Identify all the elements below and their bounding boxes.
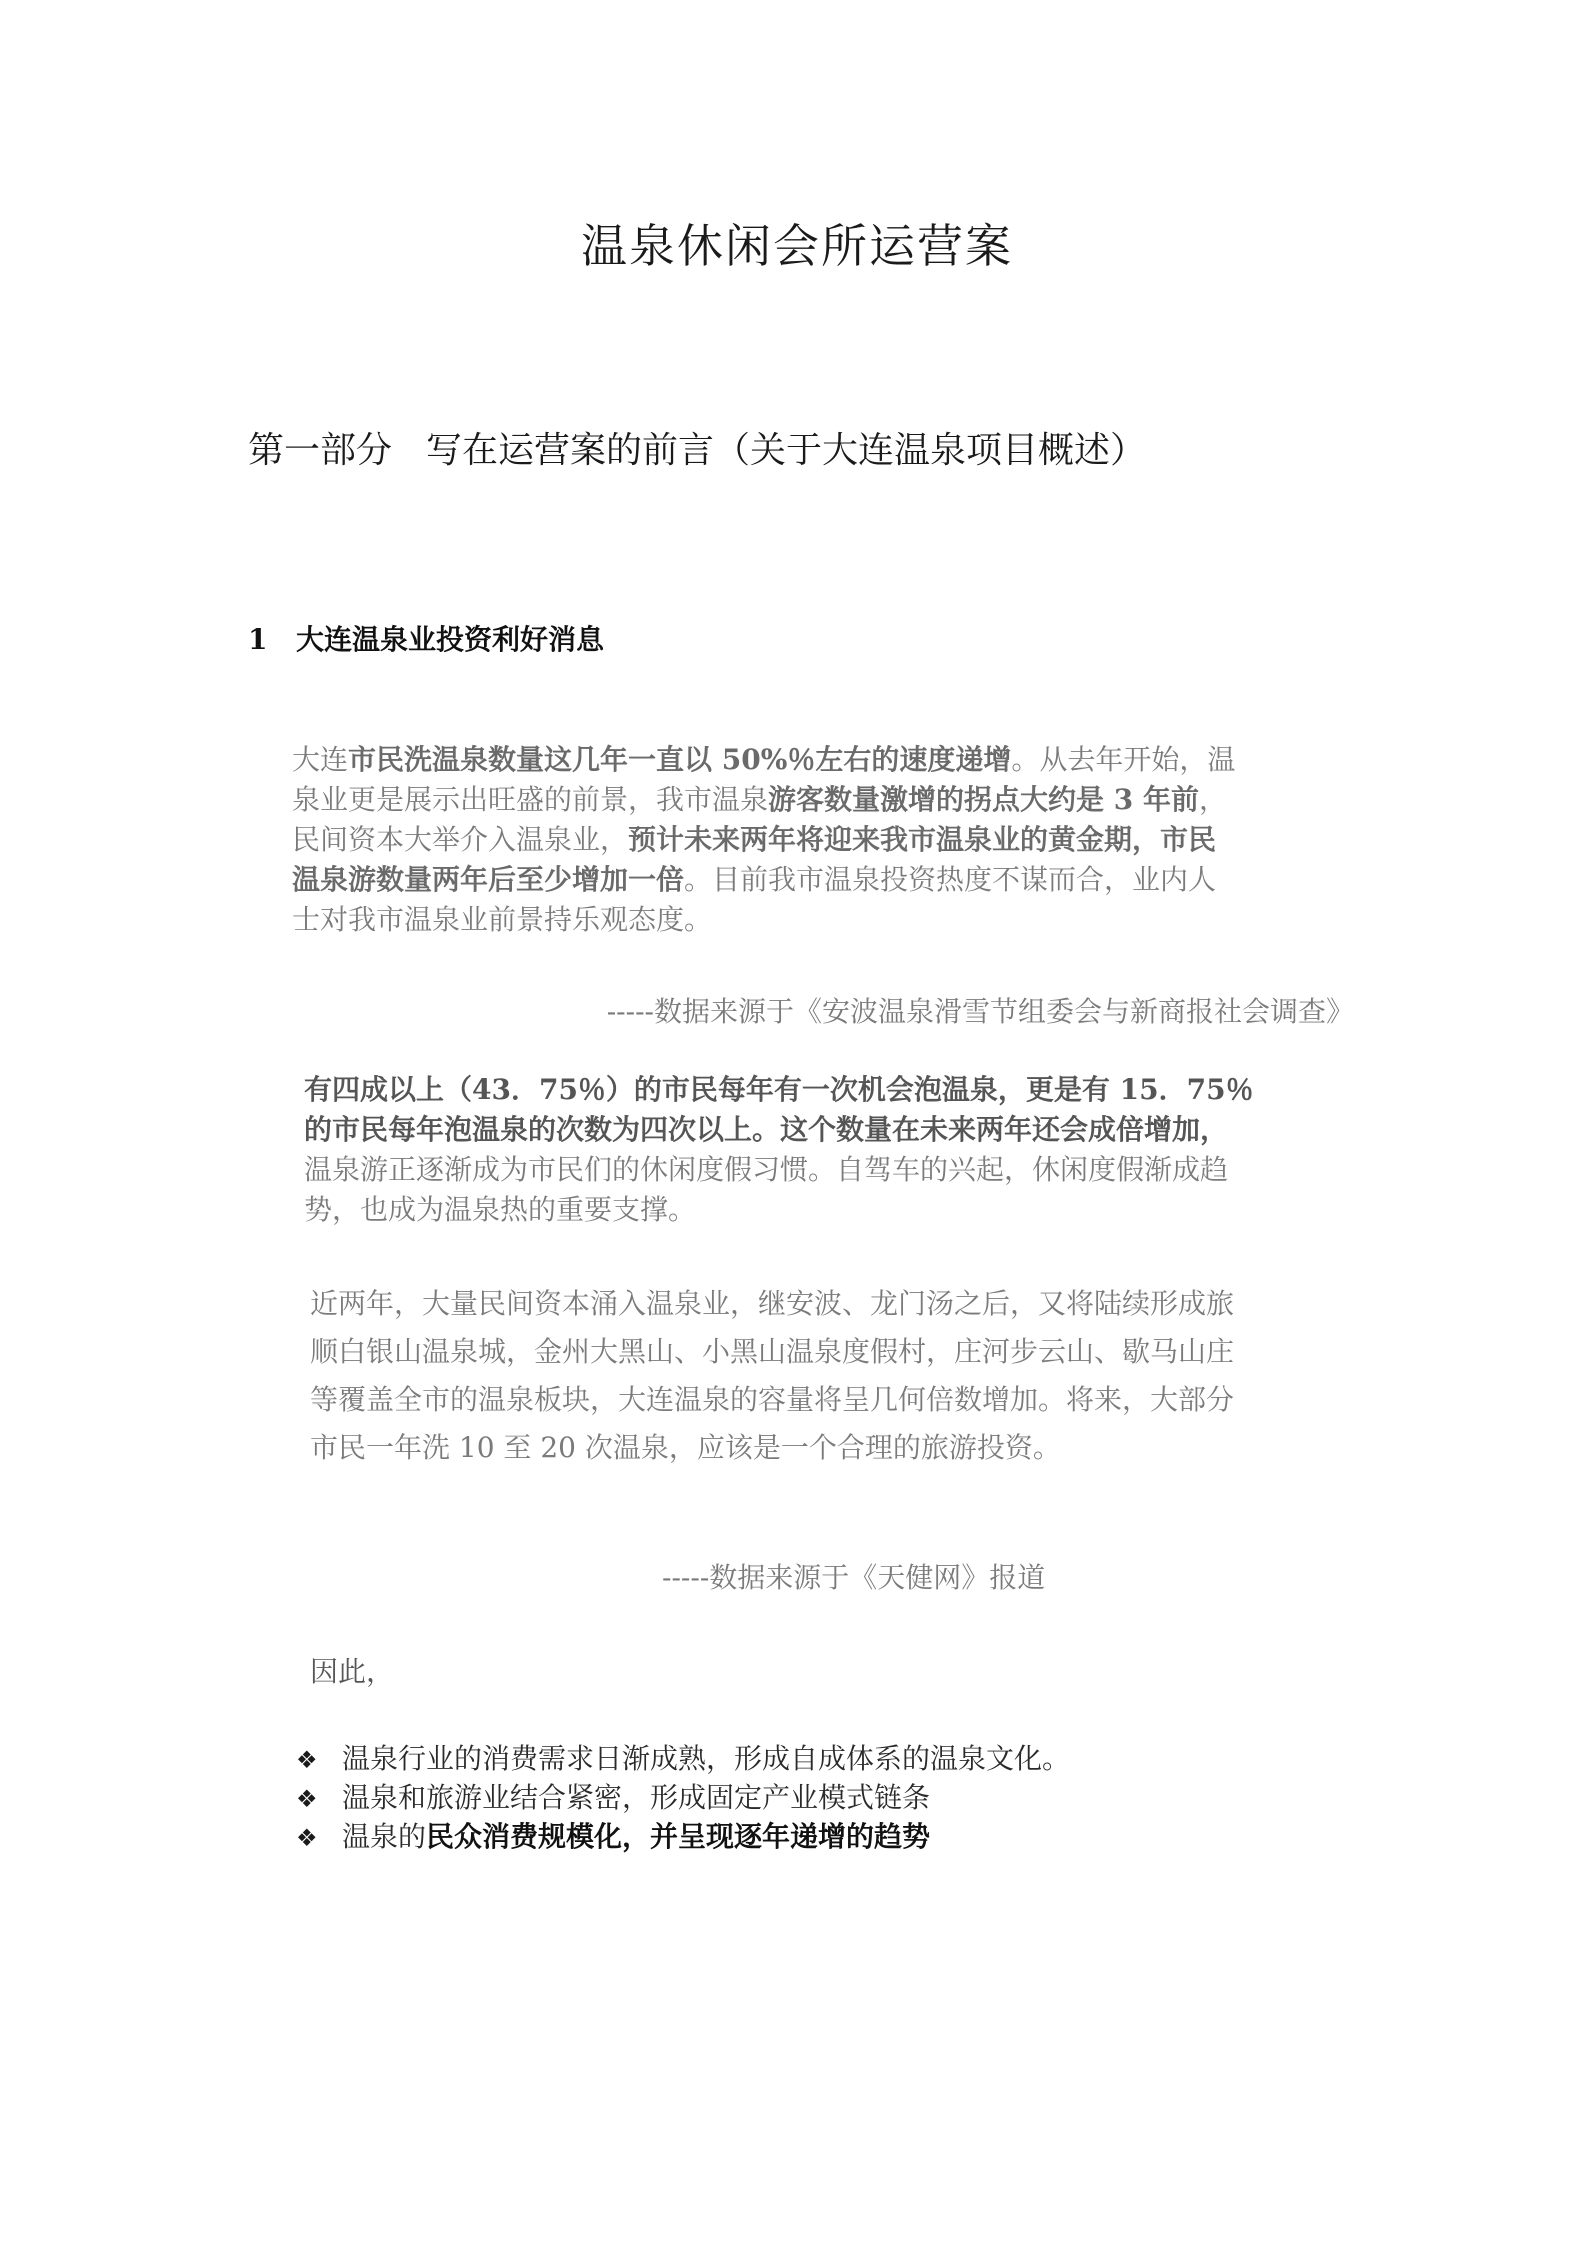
- text-run: 。从去年开始，温: [1011, 743, 1236, 776]
- bold-text-run: 预计未来两年将迎来我市温泉业的黄金期，市民: [628, 823, 1217, 856]
- text-run: 温泉和旅游业结合紧密，形成固定产业模式链条: [342, 1781, 931, 1814]
- paragraph-line: 近两年，大量民间资本涌入温泉业，继安波、龙门汤之后，又将陆续形成旅: [310, 1287, 1235, 1320]
- paragraph-line: [292, 740, 1352, 780]
- conclusion-list: [296, 1740, 1070, 1857]
- paragraph-line: [292, 860, 1352, 900]
- list-item: [296, 1818, 1070, 1857]
- paragraph-line: [304, 1150, 1354, 1190]
- bold-text-run: 的市民每年泡温泉的次数为四次以上。这个数量在未来两年还会成倍增加，: [304, 1113, 1229, 1146]
- list-item: [296, 1740, 1070, 1779]
- paragraph-investment-news: [292, 740, 1352, 940]
- section-title: 大连温泉业投资利好消息: [296, 623, 605, 656]
- text-run: 士对我市温泉业前景持乐观态度。: [292, 903, 713, 936]
- paragraph-citizen-statistics: [304, 1070, 1354, 1230]
- bold-text-run: 有四成以上（43．75％）的市民每年有一次机会泡温泉，更是有 15．75％: [304, 1073, 1254, 1106]
- text-run: 温泉游正逐渐成为市民们的休闲度假习惯。自驾车的兴起，休闲度假渐成趋: [304, 1153, 1229, 1186]
- text-run: 民间资本大举介入温泉业，: [292, 823, 629, 856]
- text-run: 泉业更是展示出旺盛的前景，我市温泉: [292, 783, 769, 816]
- document-title: 温泉休闲会所运营案: [581, 219, 1013, 273]
- bold-text-run: 市民洗温泉数量这几年一直以 50%％左右的速度递增: [348, 743, 1012, 776]
- paragraph-capital-inflow: [310, 1280, 1356, 1472]
- paragraph-line: 顺白银山温泉城，金州大黑山、小黑山温泉度假村，庄河步云山、歇马山庄: [310, 1335, 1235, 1368]
- paragraph-line: [292, 820, 1352, 860]
- list-item: [296, 1779, 1070, 1818]
- source-citation-tianjian: -----数据来源于《天健网》报道: [662, 1561, 1046, 1594]
- paragraph-line: [304, 1190, 1354, 1230]
- conclusion-lead: 因此，: [310, 1655, 395, 1688]
- paragraph-line: [292, 900, 1352, 940]
- section-number: 1: [248, 623, 268, 656]
- paragraph-line: 等覆盖全市的温泉板块，大连温泉的容量将呈几何倍数增加。将来，大部分: [310, 1383, 1235, 1416]
- paragraph-line: [304, 1070, 1354, 1110]
- bold-text-run: 游客数量激增的拐点大约是 3 年前: [768, 783, 1199, 816]
- bold-text-run: 民众消费规模化，并呈现逐年递增的趋势: [426, 1820, 931, 1853]
- text-run: 大连: [292, 743, 349, 776]
- paragraph-line: 市民一年洗 10 至 20 次温泉，应该是一个合理的旅游投资。: [310, 1431, 1061, 1464]
- diamond-bullet-icon: ❖: [296, 1746, 318, 1774]
- diamond-bullet-icon: ❖: [296, 1785, 318, 1813]
- diamond-bullet-icon: ❖: [296, 1824, 318, 1852]
- part-title: 写在运营案的前言（关于大连温泉项目概述）: [426, 430, 1147, 471]
- text-run: 温泉的: [342, 1820, 427, 1853]
- part-heading: [248, 422, 1448, 473]
- source-citation-survey: -----数据来源于《安波温泉滑雪节组委会与新商报社会调查》: [606, 995, 1354, 1028]
- text-run: ，: [1199, 783, 1228, 816]
- section-heading: [248, 618, 604, 658]
- text-run: 。目前我市温泉投资热度不谋而合，业内人: [684, 863, 1217, 896]
- bold-text-run: 温泉游数量两年后至少增加一倍: [292, 863, 685, 896]
- paragraph-line: [304, 1110, 1354, 1150]
- text-run: 势，也成为温泉热的重要支撑。: [304, 1193, 697, 1226]
- part-label: 第一部分: [248, 430, 393, 471]
- paragraph-line: [292, 780, 1352, 820]
- text-run: 温泉行业的消费需求日渐成熟，形成自成体系的温泉文化。: [342, 1742, 1071, 1775]
